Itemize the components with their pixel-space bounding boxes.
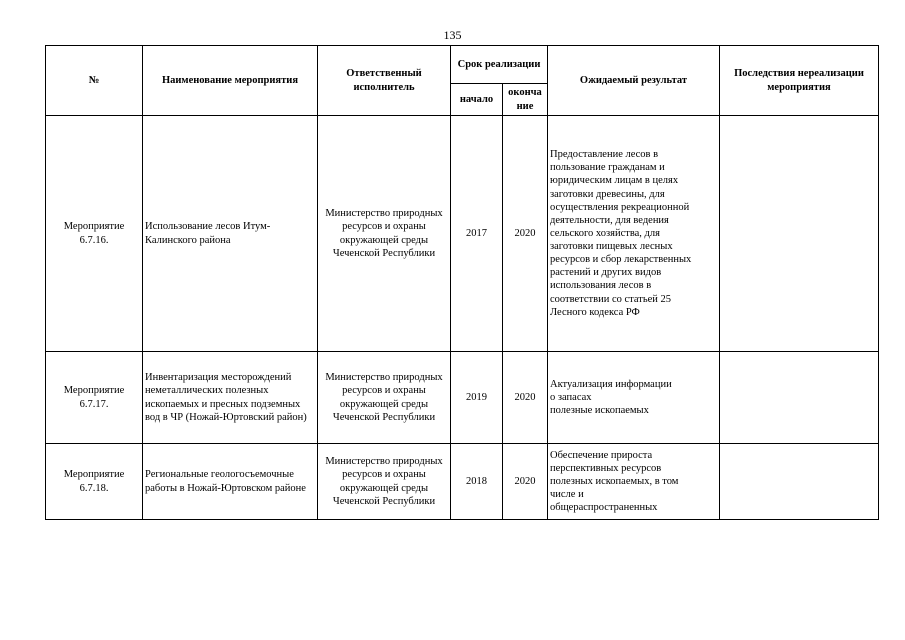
row-number: Мероприятие 6.7.18. (46, 444, 143, 520)
row-name: Региональные геологосъемочные работы в Ножай-Юртовском районе (143, 444, 318, 520)
header-term: Срок реализации (451, 46, 548, 84)
row-start: 2019 (451, 352, 503, 444)
row-executor: Министерство природных ресурсов и охраны окружающей среды Чеченской Республики (318, 444, 451, 520)
row-start: 2017 (451, 116, 503, 352)
row-number: Мероприятие 6.7.17. (46, 352, 143, 444)
row-executor: Министерство природных ресурсов и охраны окружающей среды Чеченской Республики (318, 352, 451, 444)
table-row (46, 444, 879, 520)
header-name: Наименование мероприятия (143, 46, 318, 116)
header-executor: Ответственный исполнитель (318, 46, 451, 116)
table-row (46, 116, 879, 352)
row-result: Обеспечение прироста перспективных ресурсов полезных ископаемых, в том числе и общераспространенных (548, 444, 720, 520)
row-result: Предоставление лесов в пользование гражданам и юридическим лицам в целях заготовки древесины, для осуществления рекреационной деятельности, для ведения сельского хозяйства, для заготовки пищевых лесных ресурсов и сбор лекарственных растений и других видов использования лесов в соответствии со статьей 25 Лесного кодекса РФ (548, 116, 720, 352)
row-consequences (720, 444, 879, 520)
header-end: оконча ние (503, 84, 548, 116)
row-consequences (720, 116, 879, 352)
row-executor: Министерство природных ресурсов и охраны окружающей среды Чеченской Республики (318, 116, 451, 352)
row-end: 2020 (503, 116, 548, 352)
page-number: 135 (443, 28, 462, 42)
row-name: Использование лесов Итум-Калинского района (143, 116, 318, 352)
header-start: начало (451, 84, 503, 116)
row-end: 2020 (503, 352, 548, 444)
header-number: № (46, 46, 143, 116)
row-consequences (720, 352, 879, 444)
row-result: Актуализация информации о запасах полезныe ископаемых (548, 352, 720, 444)
row-number: Мероприятие 6.7.16. (46, 116, 143, 352)
measures-table (45, 45, 879, 520)
header-result: Ожидаемый результат (548, 46, 720, 116)
header-consequences: Последствия нереализации мероприятия (720, 46, 879, 116)
table-row (46, 352, 879, 444)
row-name: Инвентаризация месторождений неметаллических полезных ископаемых и пресных подземных вод в ЧР (Ножай-Юртовский район) (143, 352, 318, 444)
row-end: 2020 (503, 444, 548, 520)
row-start: 2018 (451, 444, 503, 520)
